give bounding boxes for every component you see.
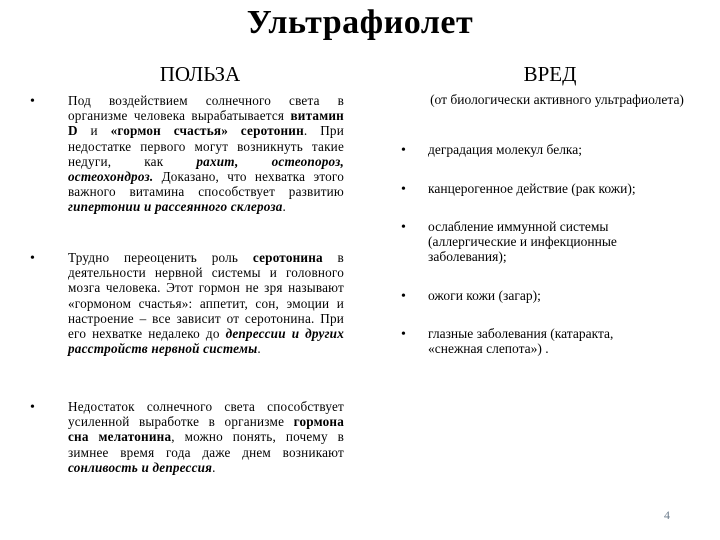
benefit-item-serotonin: Трудно переоценить роль серотонина в деятельности нервной системы и головного мозга человека. Этот гормон не зря называют «гормоном счастья»: аппетит, сон, эмоции и настроение – все зависит от серотонина. При его нехватке недалеко до депрессии и других расстройств нервной системы. [68,250,344,357]
bullet-icon: • [401,143,406,158]
bullet-icon: • [401,182,406,197]
harm-item: канцерогенное действие (рак кожи); [428,181,636,196]
bullet-icon: • [401,289,406,304]
slide-title: Ультрафиолет [246,4,474,41]
benefit-item-vitamin-d: Под воздействием солнечного света в организме человека вырабатывается витамин D и «гормон счастья» серотонин. При недостатке первого могут возникнуть такие недуги, как рахит, остеопороз, остеохондроз. Доказано, что нехватка этого важного витамина способствует развитию гипертонии и рассеянного склероза. [68,93,344,215]
benefit-heading: ПОЛЬЗА [159,62,241,86]
harm-item: ослабление иммунной системы (аллергические и инфекционные заболевания); [428,219,617,265]
harm-item: ожоги кожи (загар); [428,288,541,303]
bullet-icon: • [401,327,406,342]
bullet-icon: • [30,400,35,415]
harm-item: глазные заболевания (катаракта, «снежная слепота») . [428,326,614,357]
harm-heading: ВРЕД [523,62,577,86]
benefit-item-melatonin: Недостаток солнечного света способствует усиленной выработке в организме гормона сна мелатонина, можно понять, почему в зимнее время года даже днем возникают сонливость и депрессия. [68,399,345,475]
bullet-icon: • [30,251,35,266]
bullet-icon: • [30,94,35,109]
harm-subtitle: (от биологически активного ультрафиолета) [430,92,684,107]
harm-item: деградация молекул белка; [428,142,583,157]
bullet-icon: • [401,220,406,235]
page-number: 4 [664,508,670,522]
